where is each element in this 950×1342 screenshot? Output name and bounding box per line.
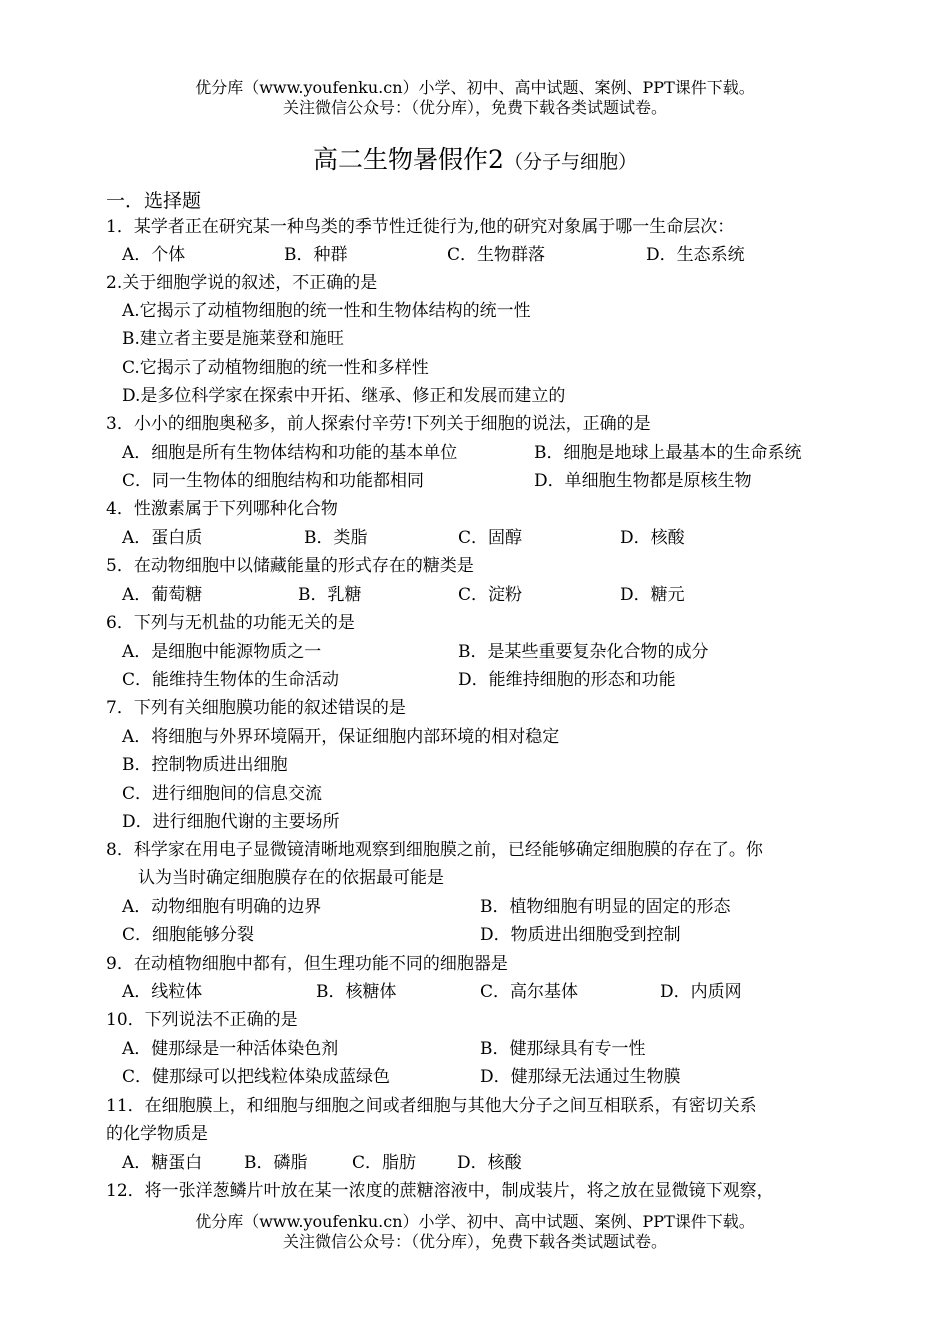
question-1-option-c: C．生物群落 <box>447 245 546 265</box>
footer-line-2: 关注微信公众号：（优分库），免费下载各类试题试卷。 <box>282 1232 667 1251</box>
question-1-stem: 1．某学者正在研究某一种鸟类的季节性迁徙行为,他的研究对象属于哪一生命层次： <box>106 217 735 237</box>
question-5-option-a: A．葡萄糖 <box>122 585 203 605</box>
question-10-option-b: B．健那绿具有专一性 <box>480 1039 646 1059</box>
question-11-option-b: B．磷脂 <box>244 1153 308 1173</box>
question-1-option-d: D．生态系统 <box>646 245 745 265</box>
question-4-option-d: D．核酸 <box>620 528 685 548</box>
question-7-option-c: C．进行细胞间的信息交流 <box>122 784 323 804</box>
question-5-option-b: B．乳糖 <box>298 585 362 605</box>
question-11-stem: 11．在细胞膜上，和细胞与细胞之间或者细胞与其他大分子之间互相联系，有密切关系 <box>106 1096 757 1116</box>
question-6-option-a: A．是细胞中能源物质之一 <box>122 642 322 662</box>
question-5-option-d: D．糖元 <box>620 585 685 605</box>
question-7-option-b: B．控制物质进出细胞 <box>122 755 288 775</box>
question-1-option-b: B．种群 <box>284 245 348 265</box>
question-3-option-a: A．细胞是所有生物体结构和功能的基本单位 <box>122 443 458 463</box>
question-10-option-a: A．健那绿是一种活体染色剂 <box>122 1039 339 1059</box>
header-line-2: 关注微信公众号：（优分库），免费下载各类试题试卷。 <box>282 98 667 117</box>
question-7-option-d: D．进行细胞代谢的主要场所 <box>122 812 340 832</box>
question-7-option-a: A．将细胞与外界环境隔开，保证细胞内部环境的相对稳定 <box>122 727 560 747</box>
question-6-option-d: D．能维持细胞的形态和功能 <box>458 670 676 690</box>
question-8-option-b: B．植物细胞有明显的固定的形态 <box>480 897 731 917</box>
question-6-option-b: B．是某些重要复杂化合物的成分 <box>458 642 709 662</box>
question-8-stem-continued: 认为当时确定细胞膜存在的依据最可能是 <box>138 868 444 888</box>
question-7-stem: 7．下列有关细胞膜功能的叙述错误的是 <box>106 698 406 718</box>
question-9-option-b: B．核糖体 <box>316 982 397 1002</box>
question-5-stem: 5．在动物细胞中以储藏能量的形式存在的糖类是 <box>106 556 474 576</box>
question-9-option-d: D．内质网 <box>660 982 742 1002</box>
question-4-stem: 4．性激素属于下列哪种化合物 <box>106 499 338 519</box>
question-6-stem: 6．下列与无机盐的功能无关的是 <box>106 613 355 633</box>
header-line-1: 优分库（www.youfenku.cn）小学、初中、高中试题、案例、PPT课件下载。 <box>195 78 755 97</box>
question-4-option-a: A．蛋白质 <box>122 528 203 548</box>
question-6-option-c: C．能维持生物体的生命活动 <box>122 670 340 690</box>
question-2-option-d: D.是多位科学家在探索中开拓、继承、修正和发展而建立的 <box>122 386 566 406</box>
question-11-option-a: A．糖蛋白 <box>122 1153 203 1173</box>
question-8-option-d: D．物质进出细胞受到控制 <box>480 925 681 945</box>
question-10-option-c: C．健那绿可以把线粒体染成蓝绿色 <box>122 1067 391 1087</box>
question-4-option-c: C．固醇 <box>458 528 523 548</box>
question-2-option-c: C.它揭示了动植物细胞的统一性和多样性 <box>122 358 429 378</box>
question-3-option-d: D．单细胞生物都是原核生物 <box>534 471 752 491</box>
question-4-option-b: B．类脂 <box>304 528 368 548</box>
title-sub: （分子与细胞） <box>503 151 637 173</box>
question-10-stem: 10．下列说法不正确的是 <box>106 1010 298 1030</box>
question-12-stem: 12．将一张洋葱鳞片叶放在某一浓度的蔗糖溶液中，制成装片，将之放在显微镜下观察， <box>106 1181 774 1201</box>
section-heading: 一．选择题 <box>106 190 202 212</box>
question-3-stem: 3．小小的细胞奥秘多，前人探索付辛劳!下列关于细胞的说法，正确的是 <box>106 414 651 434</box>
question-1-option-a: A．个体 <box>122 245 186 265</box>
question-3-option-b: B．细胞是地球上最基本的生命系统 <box>534 443 802 463</box>
question-11-stem-continued: 的化学物质是 <box>106 1124 208 1144</box>
question-11-option-d: D．核酸 <box>457 1153 522 1173</box>
title-main: 高二生物暑假作2 <box>313 145 504 174</box>
question-2-stem: 2.关于细胞学说的叙述，不正确的是 <box>106 273 378 293</box>
question-8-option-a: A．动物细胞有明确的边界 <box>122 897 322 917</box>
question-9-option-c: C．高尔基体 <box>480 982 579 1002</box>
question-11-option-c: C．脂肪 <box>352 1153 417 1173</box>
question-8-option-c: C．细胞能够分裂 <box>122 925 255 945</box>
question-3-option-c: C．同一生物体的细胞结构和功能都相同 <box>122 471 425 491</box>
question-9-stem: 9．在动植物细胞中都有，但生理功能不同的细胞器是 <box>106 954 508 974</box>
question-5-option-c: C．淀粉 <box>458 585 523 605</box>
question-8-stem: 8．科学家在用电子显微镜清晰地观察到细胞膜之前，已经能够确定细胞膜的存在了。你 <box>106 840 763 860</box>
question-2-option-b: B.建立者主要是施莱登和施旺 <box>122 329 344 349</box>
question-9-option-a: A．线粒体 <box>122 982 203 1002</box>
footer-line-1: 优分库（www.youfenku.cn）小学、初中、高中试题、案例、PPT课件下载。 <box>195 1212 755 1231</box>
question-2-option-a: A.它揭示了动植物细胞的统一性和生物体结构的统一性 <box>122 301 531 321</box>
question-10-option-d: D．健那绿无法通过生物膜 <box>480 1067 681 1087</box>
page-title <box>0 140 950 176</box>
